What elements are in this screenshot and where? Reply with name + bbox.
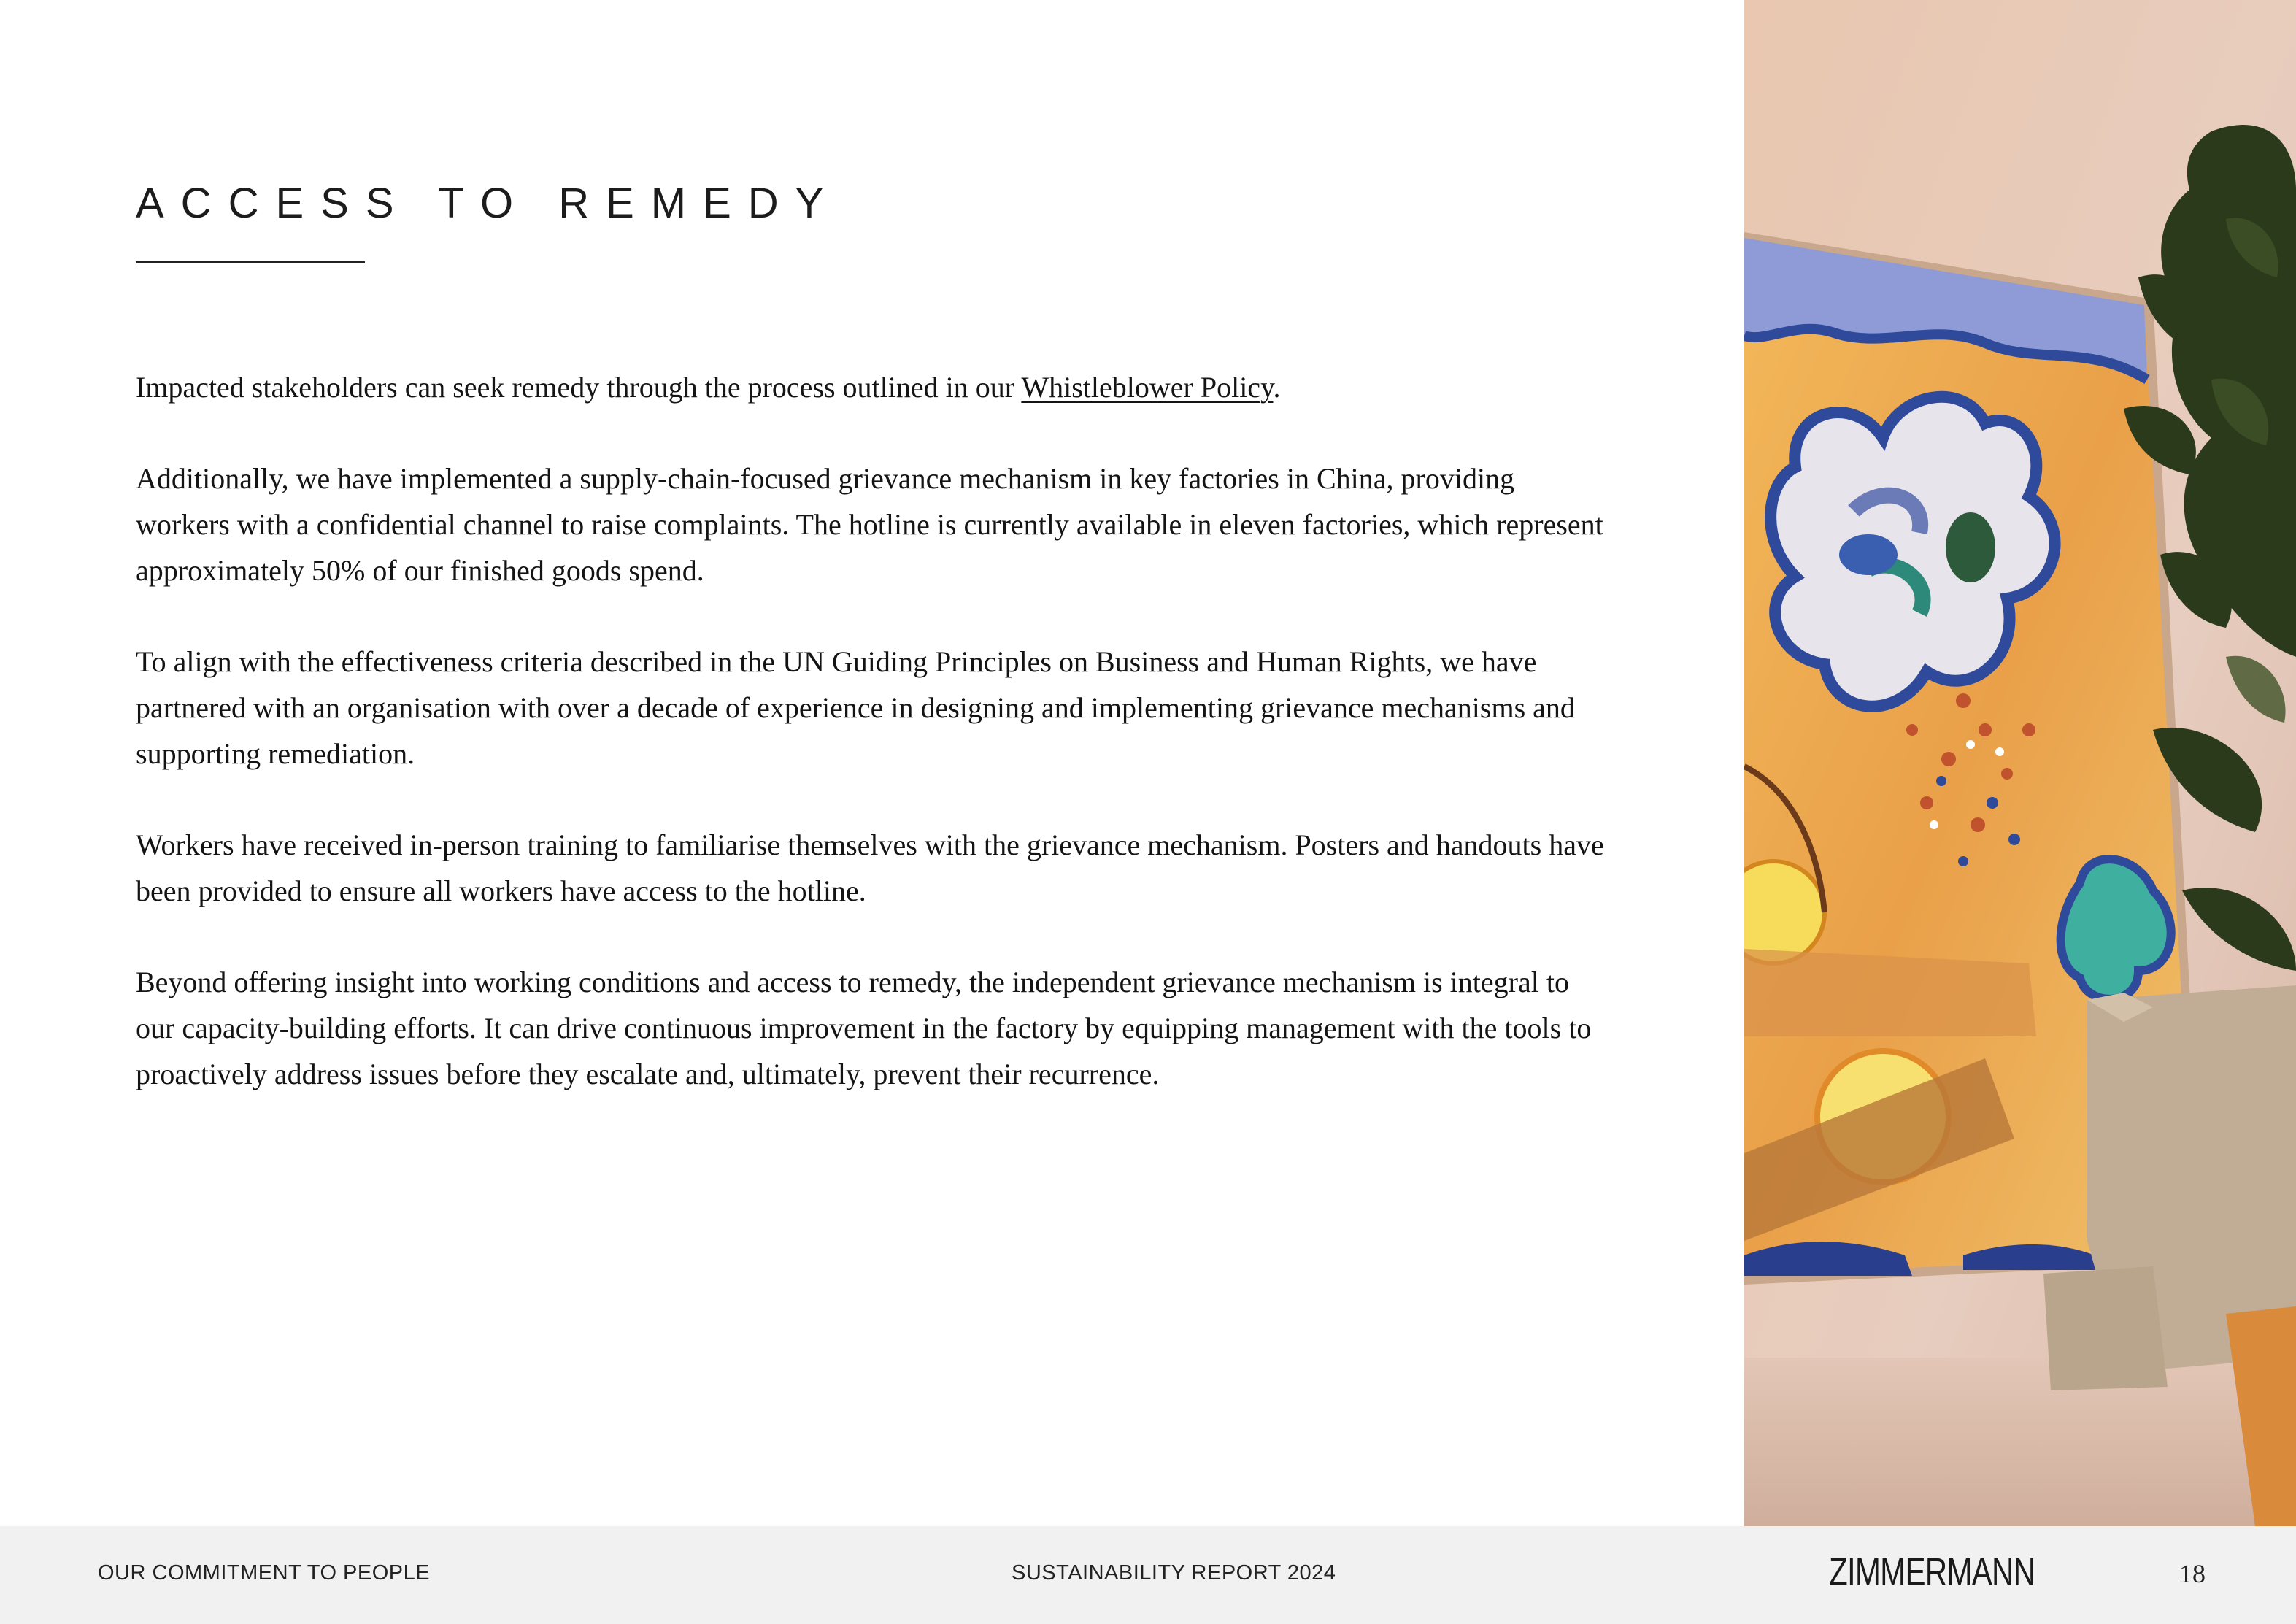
main-content <box>136 182 1610 1142</box>
title-underline <box>136 261 365 263</box>
page-number: 18 <box>2179 1559 2206 1588</box>
paragraph-4: Workers have received in-person training to familiarise themselves with the grievance mechanism. Posters and handouts have been provided to ensure all workers have access to the hotline. <box>136 828 1604 907</box>
paragraph-5: Beyond offering insight into working conditions and access to remedy, the independent grievance mechanism is integral to our capacity-building efforts. It can drive continuous improvement in the factory by equipping management with the tools to proactively address issues before they escalate and, ultimately, prevent their recurrence. <box>136 966 1592 1090</box>
paragraph-2: Additionally, we have implemented a supply-chain-focused grievance mechanism in key factories in China, providing workers with a confidential channel to raise complaints. The hotline is currently available in eleven factories, which represent approximately 50% of our finished goods spend. <box>136 462 1603 587</box>
page-footer <box>0 1526 2296 1624</box>
footer-section-label: OUR COMMITMENT TO PEOPLE <box>98 1561 431 1585</box>
paragraph-1 <box>136 364 1610 410</box>
footer-report-title: SUSTAINABILITY REPORT 2024 <box>1012 1561 1336 1585</box>
body-text <box>136 364 1610 1097</box>
whistleblower-policy-link[interactable]: Whistleblower Policy <box>1021 371 1274 404</box>
paragraph-3: To align with the effectiveness criteria described in the UN Guiding Principles on Business and Human Rights, we have partnered with an organisation with over a decade of experience in designing and implementing grievance mechanisms and supporting remediation. <box>136 645 1575 770</box>
brand-logo: ZIMMERMANN <box>1829 1550 2035 1594</box>
page-title: ACCESS TO REMEDY <box>136 180 841 227</box>
paragraph-1-end: . <box>1273 371 1281 404</box>
store-interior-photo <box>1744 0 2296 1526</box>
paragraph-1-text: Impacted stakeholders can seek remedy through the process outlined in our <box>136 371 1022 404</box>
